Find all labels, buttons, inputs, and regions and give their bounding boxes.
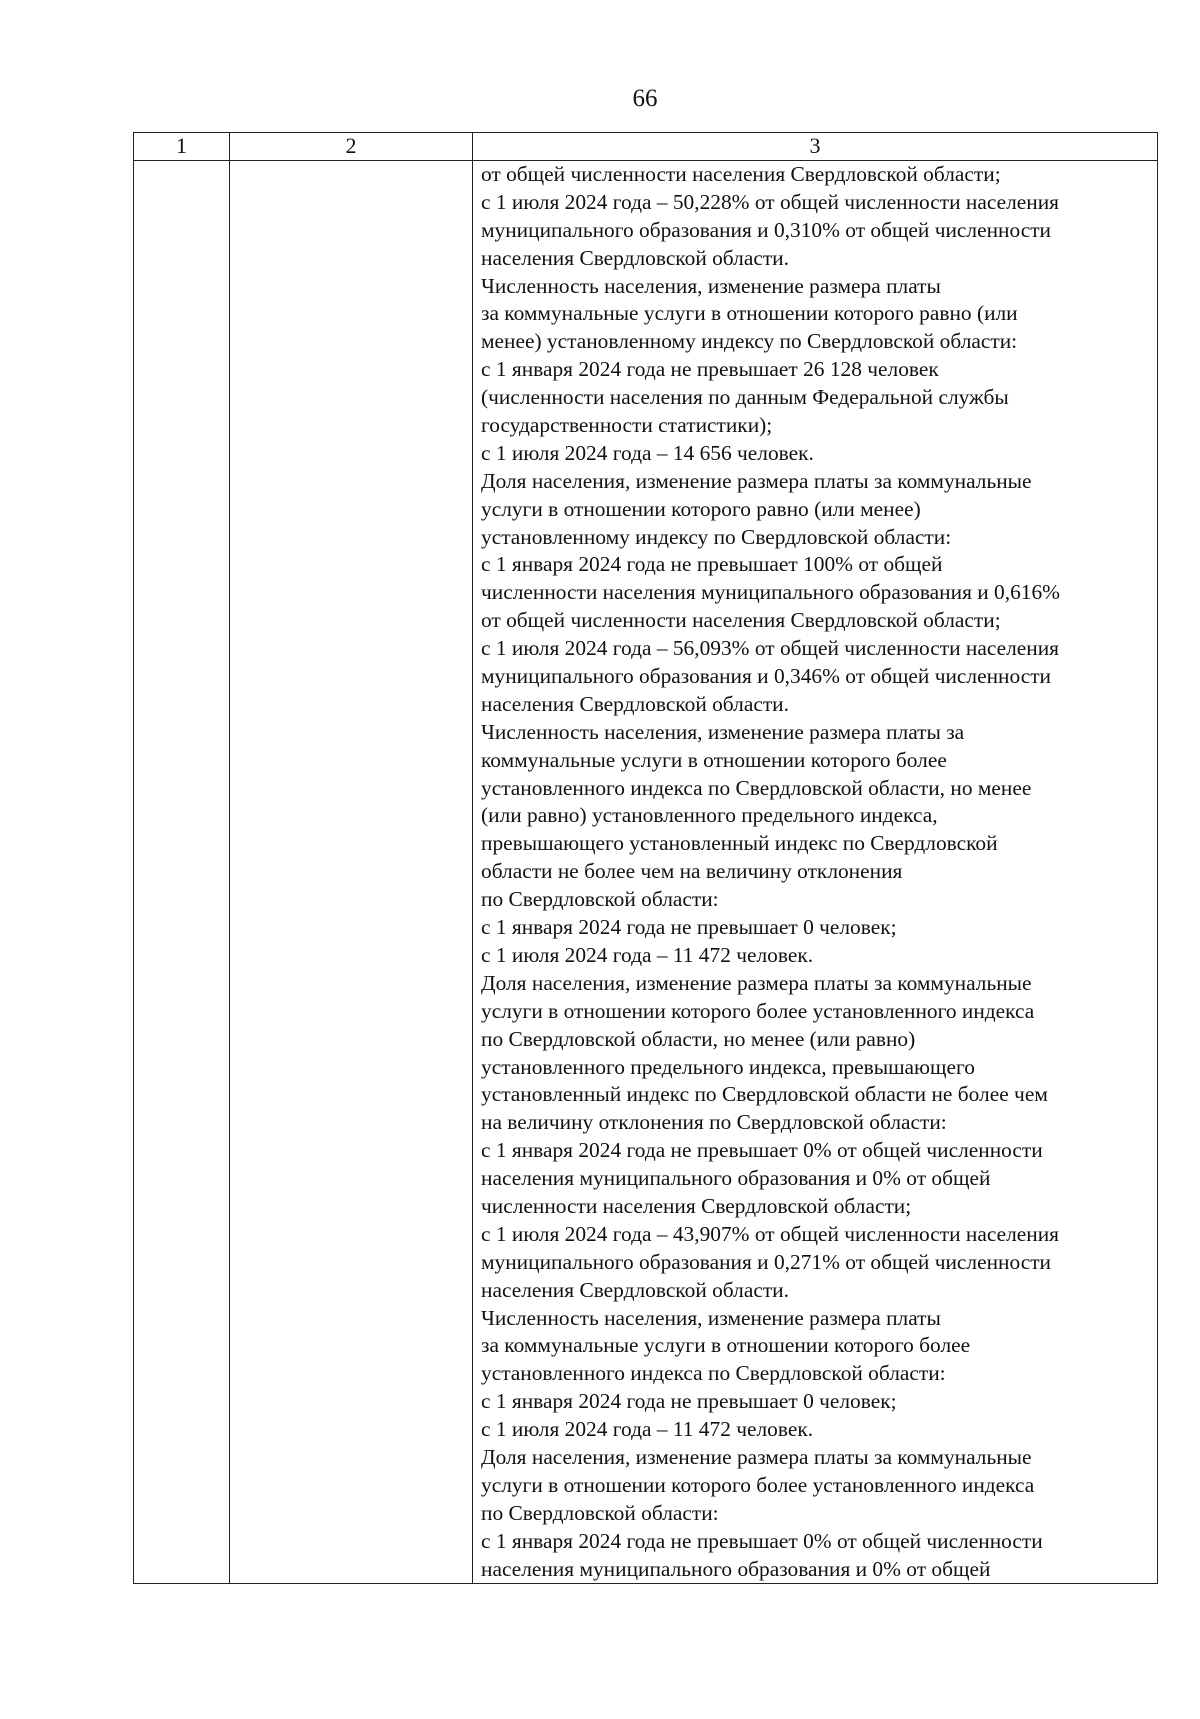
text-line: с 1 января 2024 года не превышает 0 человек; bbox=[481, 1389, 897, 1414]
text-line: менее) установленному индексу по Свердловской области: bbox=[481, 329, 1018, 354]
text-line: населения Свердловской области. bbox=[481, 1277, 789, 1302]
text-line: услуги в отношении которого более установленного индекса bbox=[481, 1472, 1035, 1497]
body-cell-2 bbox=[230, 161, 473, 1584]
text-line: установленного индекса по Свердловской области, но менее bbox=[481, 775, 1032, 800]
text-line: за коммунальные услуги в отношении которого равно (или bbox=[481, 301, 1018, 326]
text-line: с 1 января 2024 года не превышает 0 человек; bbox=[481, 915, 897, 940]
table-header-row bbox=[134, 133, 1158, 161]
text-line: по Свердловской области, но менее (или равно) bbox=[481, 1026, 916, 1051]
text-line: коммунальные услуги в отношении которого более bbox=[481, 747, 947, 772]
body-cell-3 bbox=[473, 161, 1158, 1584]
page-number: 66 bbox=[632, 85, 658, 112]
text-line: с 1 января 2024 года не превышает 26 128 человек bbox=[481, 357, 939, 382]
text-line: муниципального образования и 0,346% от общей численности bbox=[481, 664, 1052, 689]
text-line: населения муниципального образования и 0% от общей bbox=[481, 1556, 991, 1581]
text-line: за коммунальные услуги в отношении которого более bbox=[481, 1333, 971, 1358]
header-cell-2: 2 bbox=[230, 133, 473, 161]
document-table bbox=[133, 132, 1158, 1584]
text-line: с 1 июля 2024 года – 56,093% от общей численности населения bbox=[481, 636, 1060, 661]
text-line: установленного предельного индекса, превышающего bbox=[481, 1054, 975, 1079]
text-line: населения Свердловской области. bbox=[481, 691, 789, 716]
text-line: Доля населения, изменение размера платы за коммунальные bbox=[481, 468, 1032, 493]
text-line: с 1 июля 2024 года – 11 472 человек. bbox=[481, 942, 814, 967]
text-line: на величину отклонения по Свердловской области: bbox=[481, 1110, 947, 1135]
header-cell-1: 1 bbox=[134, 133, 230, 161]
text-line: превышающего установленный индекс по Свердловской bbox=[481, 831, 998, 856]
body-cell-1 bbox=[134, 161, 230, 1584]
table-body-row bbox=[134, 161, 1158, 1584]
text-line: численности населения Свердловской области; bbox=[481, 1193, 912, 1218]
text-line: Численность населения, изменение размера платы за bbox=[481, 719, 965, 744]
text-line: установленному индексу по Свердловской области: bbox=[481, 524, 952, 549]
text-line: с 1 января 2024 года не превышает 100% от общей bbox=[481, 552, 943, 577]
text-line: услуги в отношении которого равно (или менее) bbox=[481, 496, 921, 521]
text-line: по Свердловской области: bbox=[481, 887, 719, 912]
text-line: Численность населения, изменение размера платы bbox=[481, 1305, 941, 1330]
header-cell-3: 3 bbox=[473, 133, 1158, 161]
text-line: от общей численности населения Свердловской области; bbox=[481, 608, 1001, 633]
text-line: (или равно) установленного предельного индекса, bbox=[481, 803, 938, 828]
text-line: населения муниципального образования и 0% от общей bbox=[481, 1166, 991, 1191]
text-line: установленный индекс по Свердловской области не более чем bbox=[481, 1082, 1048, 1107]
text-line: численности населения муниципального образования и 0,616% bbox=[481, 580, 1060, 605]
text-line: с 1 июля 2024 года – 43,907% от общей численности населения bbox=[481, 1221, 1060, 1246]
text-line: с 1 июля 2024 года – 14 656 человек. bbox=[481, 440, 814, 465]
text-line: установленного индекса по Свердловской области: bbox=[481, 1361, 946, 1386]
text-line: муниципального образования и 0,271% от общей численности bbox=[481, 1249, 1052, 1274]
text-line: муниципального образования и 0,310% от общей численности bbox=[481, 217, 1052, 242]
text-line: области не более чем на величину отклонения bbox=[481, 859, 903, 884]
text-line: с 1 июля 2024 года – 11 472 человек. bbox=[481, 1417, 814, 1442]
text-line: Доля населения, изменение размера платы за коммунальные bbox=[481, 970, 1032, 995]
text-line: от общей численности населения Свердловской области; bbox=[481, 162, 1001, 186]
text-line: с 1 июля 2024 года – 50,228% от общей численности населения bbox=[481, 189, 1060, 214]
text-line: населения Свердловской области. bbox=[481, 245, 789, 270]
text-line: с 1 января 2024 года не превышает 0% от общей численности bbox=[481, 1138, 1043, 1163]
text-line: (численности населения по данным Федеральной службы bbox=[481, 385, 1009, 410]
text-line: Численность населения, изменение размера платы bbox=[481, 273, 941, 298]
text-line: услуги в отношении которого более установленного индекса bbox=[481, 998, 1035, 1023]
text-line: государственности статистики); bbox=[481, 413, 773, 438]
text-line: по Свердловской области: bbox=[481, 1500, 719, 1525]
text-line: с 1 января 2024 года не превышает 0% от общей численности bbox=[481, 1528, 1043, 1553]
text-line: Доля населения, изменение размера платы за коммунальные bbox=[481, 1444, 1032, 1469]
